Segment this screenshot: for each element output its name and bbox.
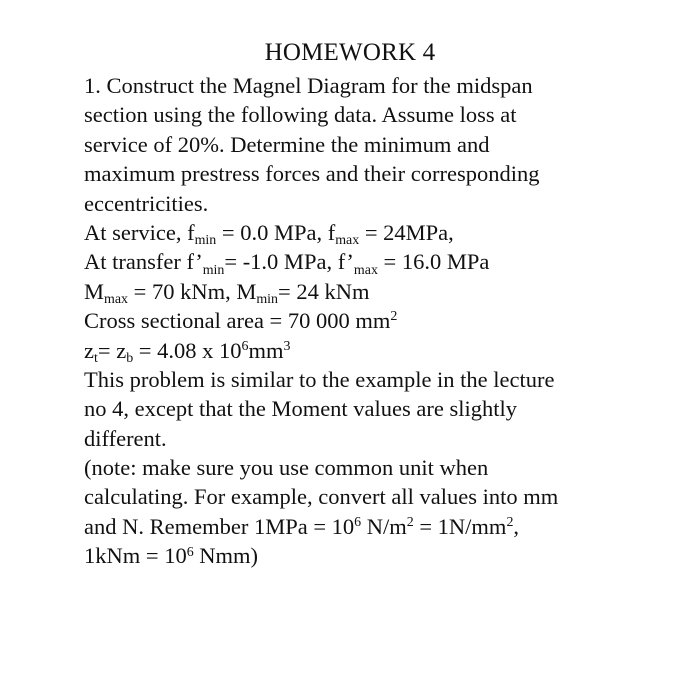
note-line-6-a: and N. Remember 1MPa = 10	[84, 513, 355, 539]
note-line-5: calculating. For example, convert all values into mm	[84, 484, 559, 510]
note-line-6-exp3: 2	[506, 515, 514, 531]
transfer-max-subscript: max	[353, 262, 378, 278]
z-value: = 4.08 x 10	[133, 337, 242, 363]
note-line-1: This problem is similar to the example in the lecture	[84, 366, 555, 392]
note-line-6-c: = 1N/mm	[413, 513, 507, 539]
z-bottom-subscript: b	[126, 350, 134, 366]
z-equals: = z	[97, 337, 127, 363]
moment-max-subscript: max	[104, 291, 129, 307]
area-exponent: 2	[390, 309, 398, 325]
homework-body	[84, 71, 644, 571]
transfer-min-subscript: min	[202, 262, 225, 278]
note-line-7-b: Nmm)	[193, 543, 259, 569]
given-service-stresses	[84, 218, 644, 247]
problem-line-5: eccentricities.	[84, 190, 209, 216]
z-top-subscript: t	[94, 350, 98, 366]
service-max-value: = 24MPa,	[359, 219, 454, 245]
note-line-4: (note: make sure you use common unit when	[84, 455, 489, 481]
service-prefix: At service, f	[84, 219, 195, 245]
given-transfer-stresses	[84, 247, 644, 276]
note-line-6-d: ,	[513, 513, 520, 539]
moment-max-symbol: M	[84, 278, 105, 304]
transfer-max-value: = 16.0 MPa	[377, 249, 490, 275]
note-line-7	[84, 541, 644, 570]
service-min-subscript: min	[194, 233, 217, 249]
service-min-value: = 0.0 MPa, f	[216, 219, 336, 245]
given-section-modulus	[84, 336, 644, 365]
problem-line-2: section using the following data. Assume loss at	[84, 102, 517, 128]
note-line-6-exp1: 6	[354, 515, 362, 531]
note-line-6	[84, 512, 644, 541]
given-moments	[84, 277, 644, 306]
transfer-min-value: = -1.0 MPa, f’	[224, 249, 354, 275]
problem-line-1: 1. Construct the Magnel Diagram for the midspan	[84, 73, 533, 98]
z-unit-exponent: 3	[283, 338, 291, 354]
moment-max-value: = 70 kNm, M	[128, 278, 257, 304]
note-line-6-exp2: 2	[406, 515, 414, 531]
note-line-7-exp: 6	[186, 544, 194, 560]
service-max-subscript: max	[335, 233, 360, 249]
z-unit: mm	[248, 337, 284, 363]
transfer-prefix: At transfer f’	[84, 249, 203, 275]
note-line-2: no 4, except that the Moment values are slightly	[84, 396, 518, 422]
note-line-7-a: 1kNm = 10	[84, 543, 187, 569]
problem-line-3: service of 20%. Determine the minimum and	[84, 131, 490, 157]
given-area	[84, 306, 644, 335]
note-line-3: different.	[84, 425, 167, 451]
z-value-exponent: 6	[241, 338, 249, 354]
z-top-symbol: z	[84, 337, 94, 363]
moment-min-subscript: min	[256, 291, 279, 307]
note-line-6-b: N/m	[361, 513, 407, 539]
moment-min-value: = 24 kNm	[278, 278, 370, 304]
problem-line-4: maximum prestress forces and their corresponding	[84, 161, 540, 187]
page-title: HOMEWORK 4	[264, 39, 436, 66]
area-text: Cross sectional area = 70 000 mm	[84, 308, 391, 334]
